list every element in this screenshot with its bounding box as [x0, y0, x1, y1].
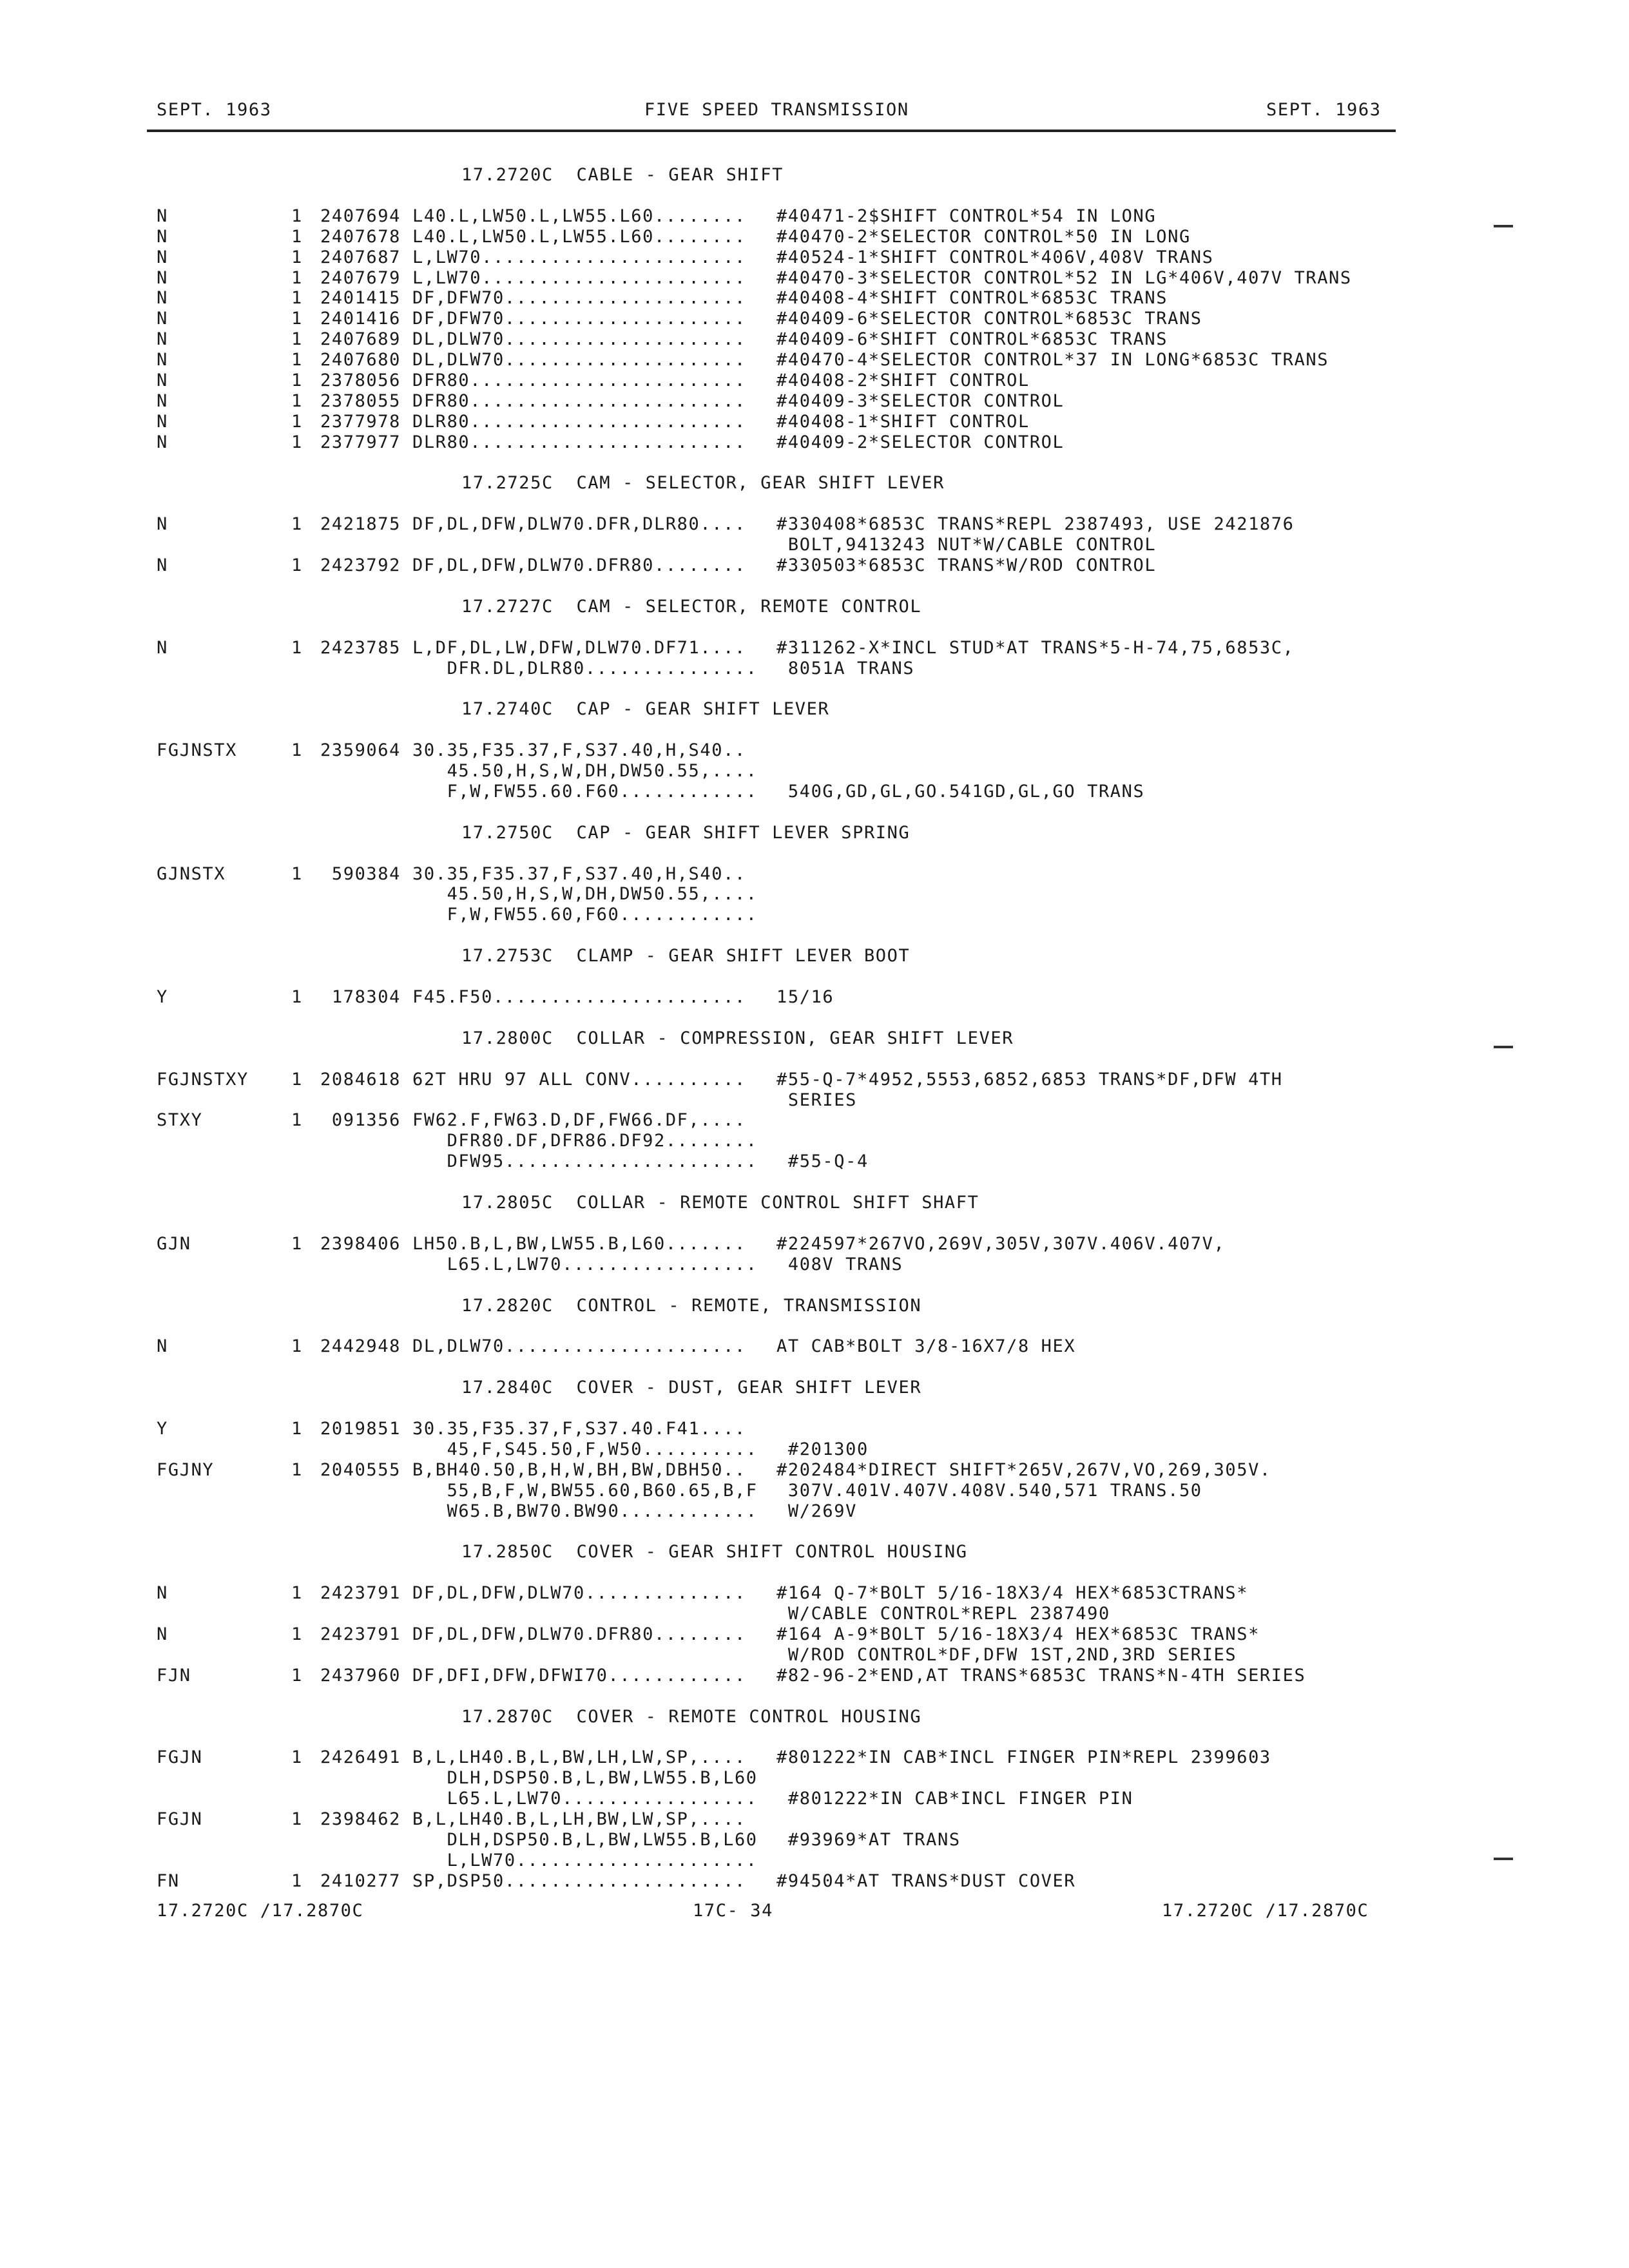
part-number: 2401415 [320, 288, 401, 308]
part-number: 2437960 [320, 1666, 401, 1686]
model-code: GJNSTX [157, 864, 226, 884]
quantity: 1 [291, 1070, 303, 1090]
quantity: 1 [291, 206, 303, 226]
part-number: 2421875 [320, 514, 401, 534]
section-title: 17.2870C COVER - REMOTE CONTROL HOUSING [461, 1707, 922, 1727]
model-code: N [157, 412, 168, 432]
remarks: #94504*AT TRANS*DUST COVER [776, 1871, 1076, 1891]
remarks: BOLT,9413243 NUT*W/CABLE CONTROL [776, 535, 1157, 555]
model-list: DL,DLW70..................... [412, 1336, 746, 1356]
model-list: DF,DFW70..................... [412, 309, 746, 329]
model-code: FGJNSTXY [157, 1070, 249, 1090]
remarks: SERIES [776, 1090, 857, 1110]
part-row [0, 309, 1629, 329]
model-list: DL,DLW70..................... [412, 350, 746, 370]
model-code: N [157, 329, 168, 349]
quantity: 1 [291, 247, 303, 267]
remarks: #93969*AT TRANS [776, 1830, 961, 1850]
model-list: DF,DL,DFW,DLW70.DFR80........ [412, 555, 746, 575]
part-number: 2407679 [320, 268, 401, 288]
quantity: 1 [291, 1419, 303, 1439]
part-number: 2378055 [320, 391, 401, 411]
remarks: #311262-X*INCL STUD*AT TRANS*5-H-74,75,6853C, [776, 638, 1295, 658]
part-number: 091356 [331, 1110, 401, 1130]
footer-range-left: 17.2720C /17.2870C [157, 1901, 364, 1921]
header-rule [147, 130, 1396, 132]
remarks: #330408*6853C TRANS*REPL 2387493, USE 2421876 [776, 514, 1295, 534]
remarks: #224597*267VO,269V,305V,307V.406V.407V, [776, 1234, 1226, 1254]
model-list: DFR80........................ [412, 370, 746, 390]
model-list: 30.35,F35.37,F,S37.40,H,S40.. [412, 740, 746, 760]
model-list: 45.50,H,S,W,DH,DW50.55,.... [412, 884, 758, 904]
model-list: B,L,LH40.B,L,LH,BW,LW,SP,.... [412, 1809, 746, 1829]
model-code: FGJN [157, 1809, 203, 1829]
part-number: 2407678 [320, 227, 401, 247]
margin-mark [1494, 225, 1513, 227]
model-list: DF,DL,DFW,DLW70.DFR80........ [412, 1624, 746, 1644]
part-row [0, 514, 1629, 535]
remarks: #201300 [776, 1439, 869, 1459]
model-list: F45.F50...................... [412, 987, 746, 1007]
part-number: 2040555 [320, 1460, 401, 1480]
quantity: 1 [291, 227, 303, 247]
model-list: DF,DL,DFW,DLW70.............. [412, 1583, 746, 1603]
quantity: 1 [291, 1234, 303, 1254]
part-number: 2407689 [320, 329, 401, 349]
part-number: 2410277 [320, 1871, 401, 1891]
part-row [0, 391, 1629, 412]
model-list: DLR80........................ [412, 412, 746, 432]
remarks: #40471-2$SHIFT CONTROL*54 IN LONG [776, 206, 1157, 226]
quantity: 1 [291, 1624, 303, 1644]
part-row [0, 987, 1629, 1008]
quantity: 1 [291, 555, 303, 575]
part-row-continuation [0, 1830, 1629, 1850]
remarks: #801222*IN CAB*INCL FINGER PIN*REPL 2399603 [776, 1747, 1271, 1767]
section-title: 17.2820C CONTROL - REMOTE, TRANSMISSION [461, 1296, 922, 1316]
model-list: L,LW70....................... [412, 247, 746, 267]
model-code: N [157, 432, 168, 452]
model-code: N [157, 268, 168, 288]
part-number: 2398406 [320, 1234, 401, 1254]
part-row [0, 638, 1629, 658]
part-row-continuation [0, 761, 1629, 782]
model-list: DF,DL,DFW,DLW70.DFR,DLR80.... [412, 514, 746, 534]
part-row [0, 1070, 1629, 1090]
model-list: B,BH40.50,B,H,W,BH,BW,DBH50.. [412, 1460, 746, 1480]
part-number: 2426491 [320, 1747, 401, 1767]
model-list: W65.B,BW70.BW90............ [412, 1501, 758, 1521]
quantity: 1 [291, 1460, 303, 1480]
model-code: N [157, 1624, 168, 1644]
model-code: N [157, 555, 168, 575]
part-row [0, 268, 1629, 289]
remarks: #330503*6853C TRANS*W/ROD CONTROL [776, 555, 1157, 575]
part-row-continuation [0, 1254, 1629, 1275]
part-row-continuation [0, 535, 1629, 555]
footer-range-right: 17.2720C /17.2870C [1162, 1901, 1369, 1921]
section-title: 17.2753C CLAMP - GEAR SHIFT LEVER BOOT [461, 946, 911, 966]
part-row-continuation [0, 782, 1629, 802]
part-row [0, 1747, 1629, 1768]
part-number: 2377977 [320, 432, 401, 452]
header-date-left: SEPT. 1963 [157, 100, 272, 120]
remarks: W/269V [776, 1501, 857, 1521]
part-row [0, 370, 1629, 391]
model-code: N [157, 206, 168, 226]
model-list: L40.L,LW50.L,LW55.L60........ [412, 227, 746, 247]
model-list: DFR.DL,DLR80............... [412, 658, 758, 678]
quantity: 1 [291, 1110, 303, 1130]
model-list: 30.35,F35.37,F,S37.40.F41.... [412, 1419, 746, 1439]
model-list: F,W,FW55.60.F60............ [412, 782, 758, 802]
remarks: #202484*DIRECT SHIFT*265V,267V,VO,269,305V. [776, 1460, 1271, 1480]
part-row [0, 1666, 1629, 1686]
model-list: DL,DLW70..................... [412, 329, 746, 349]
part-row-continuation [0, 1768, 1629, 1789]
part-row [0, 1871, 1629, 1892]
model-code: GJN [157, 1234, 191, 1254]
remarks: 8051A TRANS [776, 658, 915, 678]
quantity: 1 [291, 1666, 303, 1686]
part-number: 2377978 [320, 412, 401, 432]
model-code: N [157, 1583, 168, 1603]
part-row [0, 350, 1629, 370]
model-list: DFR80........................ [412, 391, 746, 411]
model-code: N [157, 247, 168, 267]
quantity: 1 [291, 1809, 303, 1829]
quantity: 1 [291, 432, 303, 452]
part-row-continuation [0, 658, 1629, 679]
part-row [0, 329, 1629, 350]
model-list: DLR80........................ [412, 432, 746, 452]
model-list: 45,F,S45.50,F,W50.......... [412, 1439, 758, 1459]
model-code: N [157, 227, 168, 247]
part-row [0, 412, 1629, 432]
part-row [0, 1234, 1629, 1254]
section-title: 17.2727C CAM - SELECTOR, REMOTE CONTROL [461, 597, 922, 617]
part-number: 2442948 [320, 1336, 401, 1356]
remarks: AT CAB*BOLT 3/8-16X7/8 HEX [776, 1336, 1076, 1356]
header-title: FIVE SPEED TRANSMISSION [644, 100, 909, 120]
part-row-continuation [0, 1439, 1629, 1460]
quantity: 1 [291, 740, 303, 760]
model-list: SP,DSP50..................... [412, 1871, 746, 1891]
model-list: DLH,DSP50.B,L,BW,LW55.B,L60 [412, 1768, 758, 1788]
quantity: 1 [291, 1583, 303, 1603]
section-title: 17.2740C CAP - GEAR SHIFT LEVER [461, 699, 830, 719]
part-number: 2084618 [320, 1070, 401, 1090]
model-list: DF,DFI,DFW,DFWI70............ [412, 1666, 746, 1686]
model-list: L40.L,LW50.L,LW55.L60........ [412, 206, 746, 226]
model-list: DFW95...................... [412, 1151, 758, 1171]
model-list: LH50.B,L,BW,LW55.B,L60....... [412, 1234, 746, 1254]
model-list: L,LW70..................... [412, 1850, 758, 1870]
part-row-continuation [0, 905, 1629, 925]
model-list: 62T HRU 97 ALL CONV.......... [412, 1070, 746, 1090]
part-row [0, 1336, 1629, 1357]
section-title: 17.2750C CAP - GEAR SHIFT LEVER SPRING [461, 823, 911, 843]
quantity: 1 [291, 987, 303, 1007]
margin-mark [1494, 1046, 1513, 1048]
part-row-continuation [0, 884, 1629, 905]
part-row [0, 432, 1629, 453]
part-row [0, 247, 1629, 268]
section-title: 17.2840C COVER - DUST, GEAR SHIFT LEVER [461, 1378, 922, 1398]
model-code: FGJN [157, 1747, 203, 1767]
part-row [0, 1809, 1629, 1830]
model-code: N [157, 638, 168, 658]
part-row [0, 227, 1629, 247]
remarks: #40408-4*SHIFT CONTROL*6853C TRANS [776, 288, 1168, 308]
model-code: FN [157, 1871, 180, 1891]
quantity: 1 [291, 288, 303, 308]
section-title: 17.2800C COLLAR - COMPRESSION, GEAR SHIFT LEVER [461, 1028, 1014, 1048]
part-number: 590384 [331, 864, 401, 884]
remarks: #40409-2*SELECTOR CONTROL [776, 432, 1065, 452]
part-row [0, 1624, 1629, 1645]
remarks: #164 Q-7*BOLT 5/16-18X3/4 HEX*6853CTRANS* [776, 1583, 1249, 1603]
part-number: 2359064 [320, 740, 401, 760]
remarks: #164 A-9*BOLT 5/16-18X3/4 HEX*6853C TRANS* [776, 1624, 1260, 1644]
part-row [0, 1110, 1629, 1131]
part-row-continuation [0, 1501, 1629, 1522]
part-number: 2407680 [320, 350, 401, 370]
model-list: DFR80.DF,DFR86.DF92........ [412, 1131, 758, 1151]
part-row [0, 1583, 1629, 1604]
part-row [0, 740, 1629, 761]
model-list: L65.L,LW70................. [412, 1789, 758, 1809]
quantity: 1 [291, 329, 303, 349]
part-row [0, 555, 1629, 576]
quantity: 1 [291, 268, 303, 288]
part-row [0, 1460, 1629, 1481]
part-number: 2378056 [320, 370, 401, 390]
model-list: 30.35,F35.37,F,S37.40,H,S40.. [412, 864, 746, 884]
part-number: 2423785 [320, 638, 401, 658]
model-code: N [157, 309, 168, 329]
part-row-continuation [0, 1131, 1629, 1151]
part-row-continuation [0, 1151, 1629, 1172]
model-code: STXY [157, 1110, 203, 1130]
remarks: #40524-1*SHIFT CONTROL*406V,408V TRANS [776, 247, 1214, 267]
model-code: Y [157, 987, 168, 1007]
model-list: B,L,LH40.B,L,BW,LH,LW,SP,.... [412, 1747, 746, 1767]
section-title: 17.2850C COVER - GEAR SHIFT CONTROL HOUSING [461, 1542, 968, 1562]
remarks: #40409-6*SELECTOR CONTROL*6853C TRANS [776, 309, 1202, 329]
remarks: #40470-3*SELECTOR CONTROL*52 IN LG*406V,407V TRANS [776, 268, 1352, 288]
quantity: 1 [291, 514, 303, 534]
remarks: 408V TRANS [776, 1254, 903, 1274]
part-number: 178304 [331, 987, 401, 1007]
section-title: 17.2725C CAM - SELECTOR, GEAR SHIFT LEVER [461, 473, 945, 493]
model-list: FW62.F,FW63.D,DF,FW66.DF,.... [412, 1110, 746, 1130]
remarks: 540G,GD,GL,GO.541GD,GL,GO TRANS [776, 782, 1145, 802]
margin-mark [1494, 1858, 1513, 1860]
model-code: N [157, 391, 168, 411]
remarks: #55-Q-7*4952,5553,6852,6853 TRANS*DF,DFW 4TH [776, 1070, 1283, 1090]
remarks: #40408-1*SHIFT CONTROL [776, 412, 1030, 432]
quantity: 1 [291, 391, 303, 411]
part-number: 2423791 [320, 1624, 401, 1644]
part-row [0, 1419, 1629, 1439]
part-number: 2423792 [320, 555, 401, 575]
remarks: #40409-3*SELECTOR CONTROL [776, 391, 1065, 411]
remarks: #40408-2*SHIFT CONTROL [776, 370, 1030, 390]
part-number: 2407687 [320, 247, 401, 267]
model-list: 55,B,F,W,BW55.60,B60.65,B,F [412, 1481, 758, 1501]
model-list: DLH,DSP50.B,L,BW,LW55.B,L60 [412, 1830, 758, 1850]
model-list: 45.50,H,S,W,DH,DW50.55,.... [412, 761, 758, 781]
part-number: 2019851 [320, 1419, 401, 1439]
quantity: 1 [291, 638, 303, 658]
remarks: #55-Q-4 [776, 1151, 869, 1171]
model-code: N [157, 288, 168, 308]
remarks: #40409-6*SHIFT CONTROL*6853C TRANS [776, 329, 1168, 349]
model-code: N [157, 350, 168, 370]
model-list: DF,DFW70..................... [412, 288, 746, 308]
model-code: Y [157, 1419, 168, 1439]
model-code: FGJNSTX [157, 740, 237, 760]
model-code: N [157, 370, 168, 390]
part-row-continuation [0, 1850, 1629, 1871]
quantity: 1 [291, 412, 303, 432]
quantity: 1 [291, 350, 303, 370]
remarks: #40470-2*SELECTOR CONTROL*50 IN LONG [776, 227, 1191, 247]
model-code: N [157, 514, 168, 534]
section-title: 17.2720C CABLE - GEAR SHIFT [461, 165, 784, 185]
quantity: 1 [291, 1747, 303, 1767]
model-code: N [157, 1336, 168, 1356]
quantity: 1 [291, 864, 303, 884]
model-code: FJN [157, 1666, 191, 1686]
remarks: #82-96-2*END,AT TRANS*6853C TRANS*N-4TH SERIES [776, 1666, 1306, 1686]
remarks: #40470-4*SELECTOR CONTROL*37 IN LONG*6853C TRANS [776, 350, 1329, 370]
model-list: L,LW70....................... [412, 268, 746, 288]
remarks: 15/16 [776, 987, 834, 1007]
part-row-continuation [0, 1481, 1629, 1501]
part-number: 2398462 [320, 1809, 401, 1829]
part-row-continuation [0, 1645, 1629, 1666]
header-date-right: SEPT. 1963 [1266, 100, 1382, 120]
part-row-continuation [0, 1789, 1629, 1809]
model-list: F,W,FW55.60,F60............ [412, 905, 758, 925]
model-list: L65.L,LW70................. [412, 1254, 758, 1274]
page-number: 17C- 34 [693, 1901, 773, 1921]
remarks: W/CABLE CONTROL*REPL 2387490 [776, 1604, 1110, 1624]
remarks: 307V.401V.407V.408V.540,571 TRANS.50 [776, 1481, 1202, 1501]
part-number: 2423791 [320, 1583, 401, 1603]
part-row-continuation [0, 1604, 1629, 1624]
model-list: L,DF,DL,LW,DFW,DLW70.DF71.... [412, 638, 746, 658]
quantity: 1 [291, 1871, 303, 1891]
part-number: 2407694 [320, 206, 401, 226]
quantity: 1 [291, 309, 303, 329]
quantity: 1 [291, 1336, 303, 1356]
part-number: 2401416 [320, 309, 401, 329]
model-code: FGJNY [157, 1460, 215, 1480]
part-row-continuation [0, 1090, 1629, 1111]
quantity: 1 [291, 370, 303, 390]
part-row [0, 206, 1629, 227]
part-row [0, 288, 1629, 309]
remarks: #801222*IN CAB*INCL FINGER PIN [776, 1789, 1133, 1809]
section-title: 17.2805C COLLAR - REMOTE CONTROL SHIFT SHAFT [461, 1193, 979, 1213]
remarks: W/ROD CONTROL*DF,DFW 1ST,2ND,3RD SERIES [776, 1645, 1237, 1665]
part-row [0, 864, 1629, 885]
